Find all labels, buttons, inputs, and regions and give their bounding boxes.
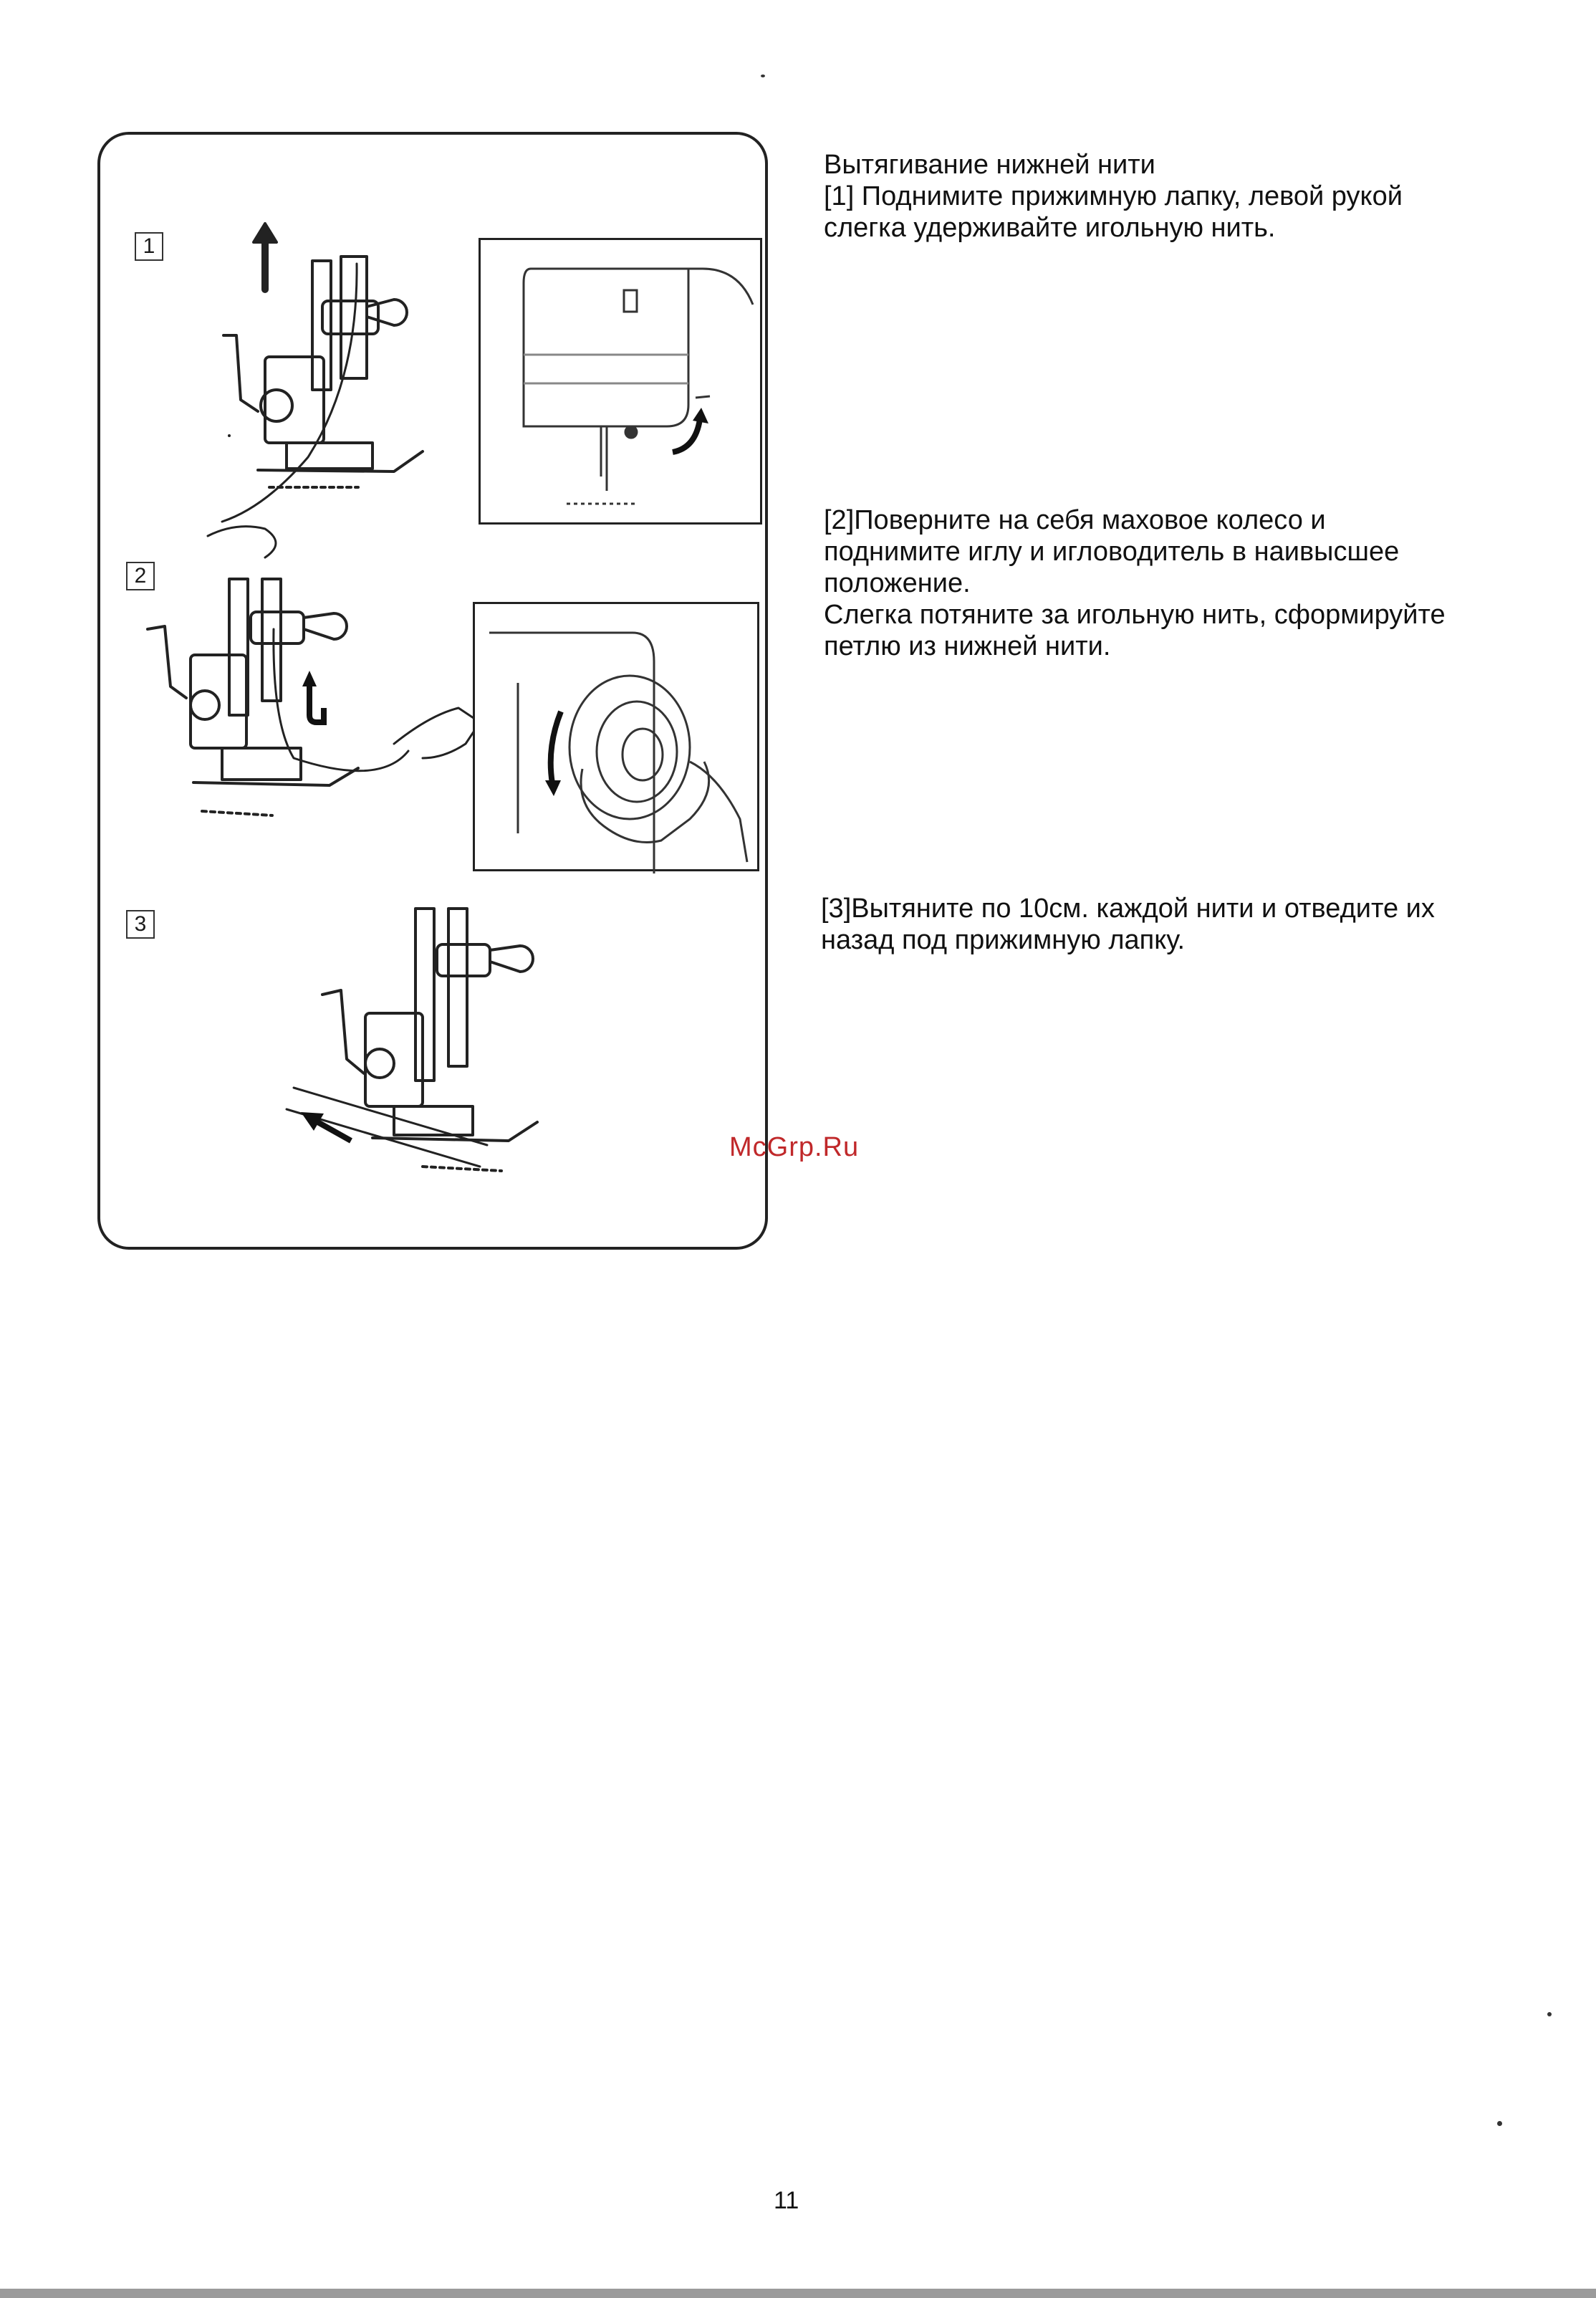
machine-head-drawing: [481, 240, 764, 527]
step3-threads-back-illustration: [272, 894, 673, 1181]
scan-speck: [1497, 2121, 1502, 2126]
instruction-step2: [824, 504, 1511, 662]
scan-bottom-edge: [0, 2289, 1596, 2298]
handwheel-drawing: [475, 604, 761, 873]
step3-line-1: [3]Вытяните по 10см. каждой нити и отведите их: [821, 894, 1435, 924]
step2-line-2: поднимите иглу и игловодитель в наивысшее: [824, 537, 1400, 567]
step1-inset-machine-head: [479, 238, 762, 525]
watermark: McGrp.Ru: [729, 1132, 860, 1162]
step1-line-2: слегка удерживайте игольную нить.: [824, 213, 1276, 243]
step-label-3: 3: [126, 910, 155, 939]
step1-presser-foot-illustration: [179, 221, 509, 565]
step2-line-4: Слегка потяните за игольную нить, сформируйте: [824, 600, 1446, 630]
step1-line-1: [1] Поднимите прижимную лапку, левой рукой: [824, 181, 1403, 211]
step-label-1: 1: [135, 232, 163, 261]
step2-line-1: [2]Поверните на себя маховое колесо и: [824, 505, 1326, 535]
turn-arrow-icon: [551, 712, 561, 783]
step2-line-5: петлю из нижней нити.: [824, 631, 1111, 661]
step3-line-2: назад под прижимную лапку.: [821, 925, 1186, 955]
step2-inset-handwheel: [473, 602, 759, 871]
section-heading: Вытягивание нижней нити: [824, 150, 1155, 180]
step2-thread-loop-illustration: [122, 579, 480, 880]
instruction-step3: [821, 893, 1509, 956]
step-label-2: 2: [126, 562, 155, 590]
step2-line-3: положение.: [824, 568, 971, 598]
instruction-step1: [824, 149, 1511, 244]
scan-speck: [1547, 2012, 1552, 2016]
scan-speck: [761, 75, 765, 77]
illustration-frame: [97, 132, 768, 1250]
page-number: 11: [774, 2187, 799, 2214]
